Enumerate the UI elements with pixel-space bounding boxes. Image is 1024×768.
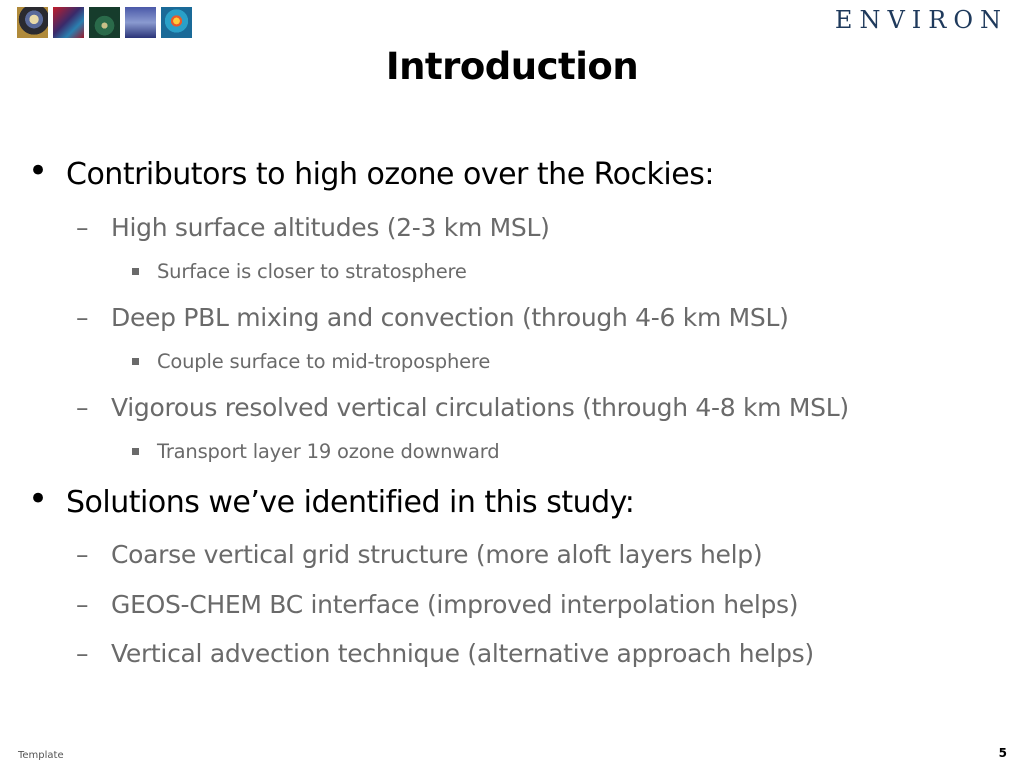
bullet-text: Solutions we’ve identified in this study:: [66, 485, 635, 520]
environ-logo: ENVIRON: [834, 6, 1008, 34]
square-bullet-icon: [132, 448, 139, 455]
dash-icon: –: [76, 213, 89, 242]
bullet-icon: •: [28, 151, 48, 191]
bullet-text: Deep PBL mixing and convection (through 4-6 km MSL): [111, 303, 789, 332]
dash-icon: –: [76, 393, 89, 422]
bullet-level3-item: [157, 440, 499, 463]
bullet-level2-item: [76, 540, 763, 569]
bullet-text: Couple surface to mid-troposphere: [157, 350, 491, 373]
dash-icon: –: [76, 590, 89, 619]
dash-icon: –: [76, 303, 89, 332]
square-bullet-icon: [132, 358, 139, 365]
bullet-text: Surface is closer to stratosphere: [157, 260, 467, 283]
bullet-text: Contributors to high ozone over the Rockies:: [66, 157, 714, 192]
bullet-level2-item: [76, 303, 789, 332]
dash-icon: –: [76, 639, 89, 668]
bullet-text: High surface altitudes (2-3 km MSL): [111, 213, 550, 242]
bullet-level3-item: [157, 350, 490, 373]
bullet-text: Transport layer 19 ozone downward: [157, 440, 500, 463]
bullet-level2-item: [76, 213, 550, 242]
square-bullet-icon: [132, 268, 139, 275]
bullet-level3-item: [157, 260, 467, 283]
bullet-level2-item: [76, 393, 849, 422]
footer-template-label: Template: [18, 750, 64, 761]
dash-icon: –: [76, 540, 89, 569]
bullet-level2-item: [76, 590, 799, 619]
bullet-icon: •: [28, 479, 48, 519]
bullet-text: Vigorous resolved vertical circulations (through 4-8 km MSL): [111, 393, 849, 422]
bullet-level1-item: [28, 479, 635, 520]
bullet-text: Vertical advection technique (alternative approach helps): [111, 639, 814, 668]
bullet-text: Coarse vertical grid structure (more aloft layers help): [111, 540, 763, 569]
slide-title: Introduction: [385, 45, 639, 88]
bullet-level1-item: [28, 151, 714, 192]
bullet-text: GEOS-CHEM BC interface (improved interpolation helps): [111, 590, 799, 619]
bullet-level2-item: [76, 639, 814, 668]
slide-number: 5: [998, 746, 1007, 760]
